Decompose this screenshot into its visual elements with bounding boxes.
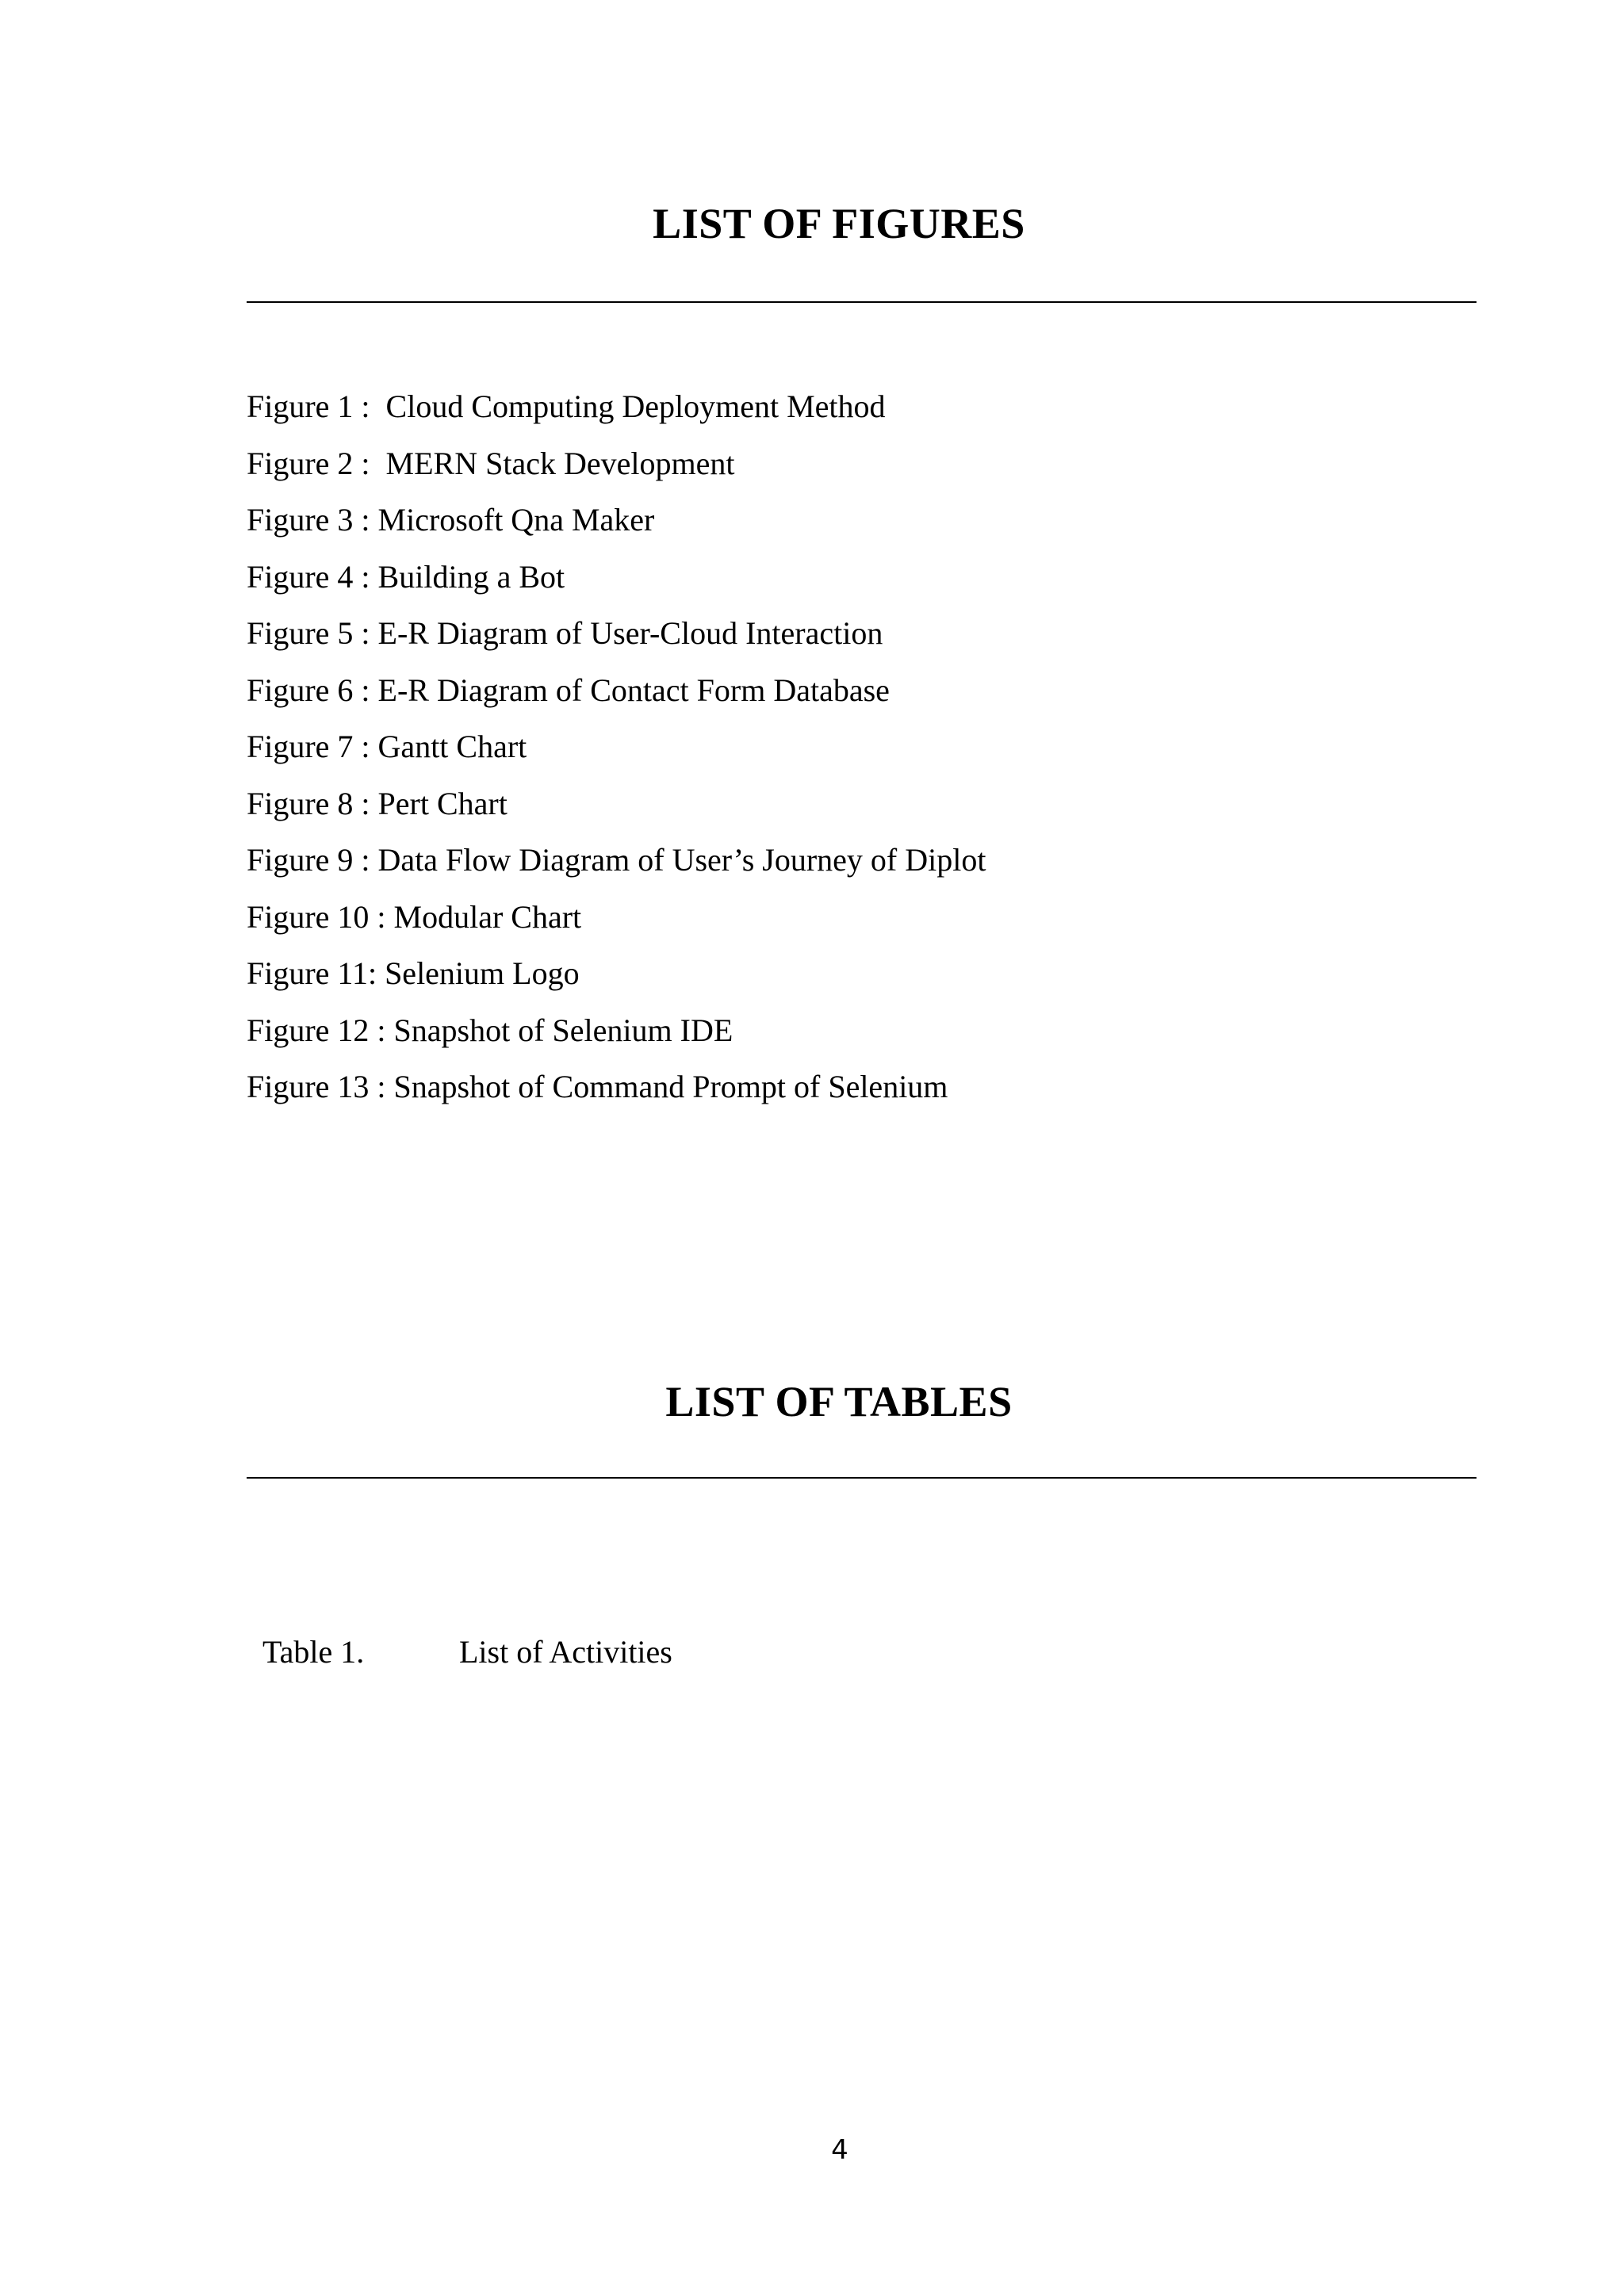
page-number: 4 bbox=[831, 2134, 848, 2166]
list-of-tables-heading: LIST OF TABLES bbox=[665, 1378, 1013, 1425]
tables-divider bbox=[247, 1477, 1477, 1479]
table-number: Table 1. bbox=[262, 1634, 365, 1670]
figure-list-item: Figure 2 : MERN Stack Development bbox=[247, 445, 735, 481]
figure-list-item: Figure 7 : Gantt Chart bbox=[247, 729, 527, 764]
figure-list-item: Figure 9 : Data Flow Diagram of User’s Journey of Diplot bbox=[247, 842, 986, 878]
figure-list-item: Figure 11: Selenium Logo bbox=[247, 955, 580, 991]
figure-list-item: Figure 8 : Pert Chart bbox=[247, 785, 508, 821]
list-of-figures-heading: LIST OF FIGURES bbox=[653, 200, 1025, 247]
figures-divider bbox=[247, 301, 1477, 303]
figure-list-item: Figure 3 : Microsoft Qna Maker bbox=[247, 502, 655, 538]
table-list-item bbox=[247, 1590, 672, 1673]
figure-list bbox=[247, 386, 986, 1123]
figure-list-item: Figure 12 : Snapshot of Selenium IDE bbox=[247, 1012, 733, 1048]
figure-list-item: Figure 6 : E-R Diagram of Contact Form Database bbox=[247, 672, 890, 708]
figure-list-item: Figure 10 : Modular Chart bbox=[247, 898, 582, 935]
figure-list-item: Figure 4 : Building a Bot bbox=[247, 558, 565, 595]
figure-list-item: Figure 5 : E-R Diagram of User-Cloud Interaction bbox=[247, 615, 883, 651]
figure-list-item: Figure 1 : Cloud Computing Deployment Method bbox=[247, 388, 886, 424]
table-title: List of Activities bbox=[459, 1634, 672, 1670]
figure-list-item: Figure 13 : Snapshot of Command Prompt of Selenium bbox=[247, 1069, 948, 1104]
